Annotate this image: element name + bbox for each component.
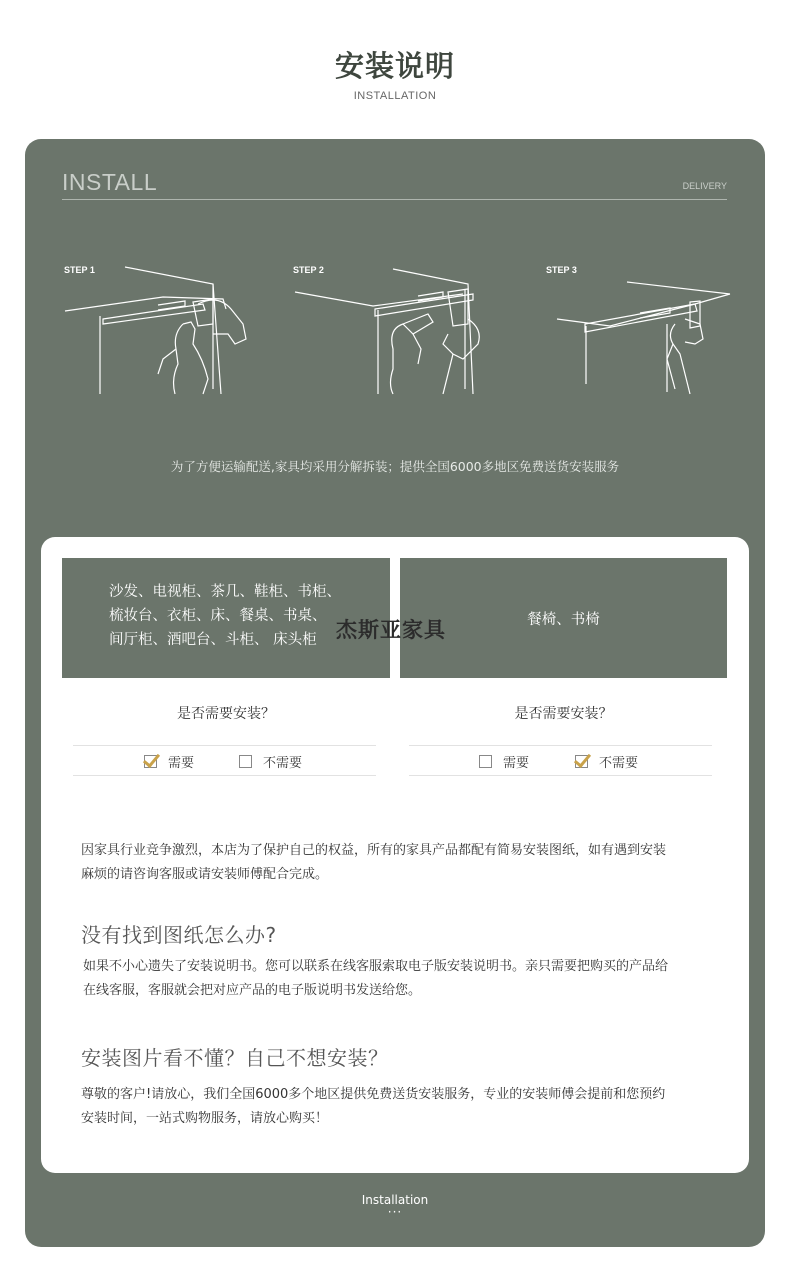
footer-dots: ··· <box>387 1205 403 1219</box>
install-question-left: 是否需要安装？ <box>177 706 275 722</box>
faq-line: 如果不小心遗失了安装说明书。您可以联系在线客服索取电子版安装说明书。亲只需要把购买的产品给 <box>83 959 669 974</box>
option-label: 需要 <box>503 756 530 771</box>
faq-answer-self-install <box>81 1083 721 1131</box>
delivery-tag: DELIVERY <box>682 181 727 191</box>
option-label: 需要 <box>168 756 195 771</box>
step-2-illustration <box>293 264 493 399</box>
install-options-left <box>73 745 376 776</box>
info-card <box>41 537 749 1173</box>
checkbox-checked-icon[interactable] <box>144 755 157 768</box>
install-heading: INSTALL <box>62 169 158 195</box>
faq-line: 尊敬的客户!请放心，我们全国6000多个地区提供免费送货安装服务，专业的安装师傅会提前和您预约 <box>81 1087 666 1102</box>
install-question-right: 是否需要安装？ <box>514 706 613 722</box>
intro-paragraph <box>81 839 721 887</box>
brand-watermark: 杰斯亚家具 <box>336 618 446 642</box>
intro-line: 因家具行业竞争激烈，本店为了保护自己的权益，所有的家具产品都配有简易安装图纸，如有遇到安装 <box>81 843 667 858</box>
checkbox-unchecked-icon[interactable] <box>479 755 492 768</box>
category-line: 沙发、电视柜、茶几、鞋柜、书柜、 <box>109 584 341 600</box>
heading-divider <box>62 199 727 200</box>
page-subtitle: INSTALLATION <box>353 90 437 102</box>
category-line: 梳妆台、衣柜、床、餐桌、书桌、 <box>109 608 327 624</box>
step-2-label: STEP 2 <box>293 265 324 275</box>
option-no-install[interactable] <box>575 752 638 771</box>
category-line: 间厅柜、酒吧台、斗柜、 床头柜 <box>109 632 317 648</box>
install-panel <box>25 139 765 1247</box>
category-box-chairs <box>400 558 727 678</box>
option-label: 不需要 <box>599 756 639 771</box>
step-3-label: STEP 3 <box>546 265 577 275</box>
step-1-illustration <box>63 264 253 399</box>
checkbox-unchecked-icon[interactable] <box>239 755 252 768</box>
step-3-illustration <box>555 264 735 399</box>
step-1-label: STEP 1 <box>64 265 95 275</box>
install-options-right <box>409 745 712 776</box>
option-no-install[interactable] <box>239 752 302 771</box>
faq-title-missing-manual: 没有找到图纸怎么办? <box>81 923 277 947</box>
page-title: 安装说明 <box>334 49 455 83</box>
checkbox-checked-icon[interactable] <box>575 755 588 768</box>
faq-title-self-install: 安装图片看不懂？自己不想安装？ <box>81 1046 389 1070</box>
intro-line: 麻烦的请咨询客服或请安装师傅配合完成。 <box>81 867 329 882</box>
option-need-install[interactable] <box>479 752 529 771</box>
footer-title: Installation <box>361 1193 429 1207</box>
category-text: 餐椅、书椅 <box>527 611 600 628</box>
option-need-install[interactable] <box>144 752 194 771</box>
shipping-notice: 为了方便运输配送,家具均采用分解拆装；提供全国6000多地区免费送货安装服务 <box>170 459 620 474</box>
faq-answer-missing-manual <box>83 955 723 1003</box>
faq-line: 安装时间，一站式购物服务，请放心购买！ <box>81 1111 329 1126</box>
option-label: 不需要 <box>263 756 303 771</box>
faq-line: 在线客服，客服就会把对应产品的电子版说明书发送给您。 <box>83 983 422 998</box>
